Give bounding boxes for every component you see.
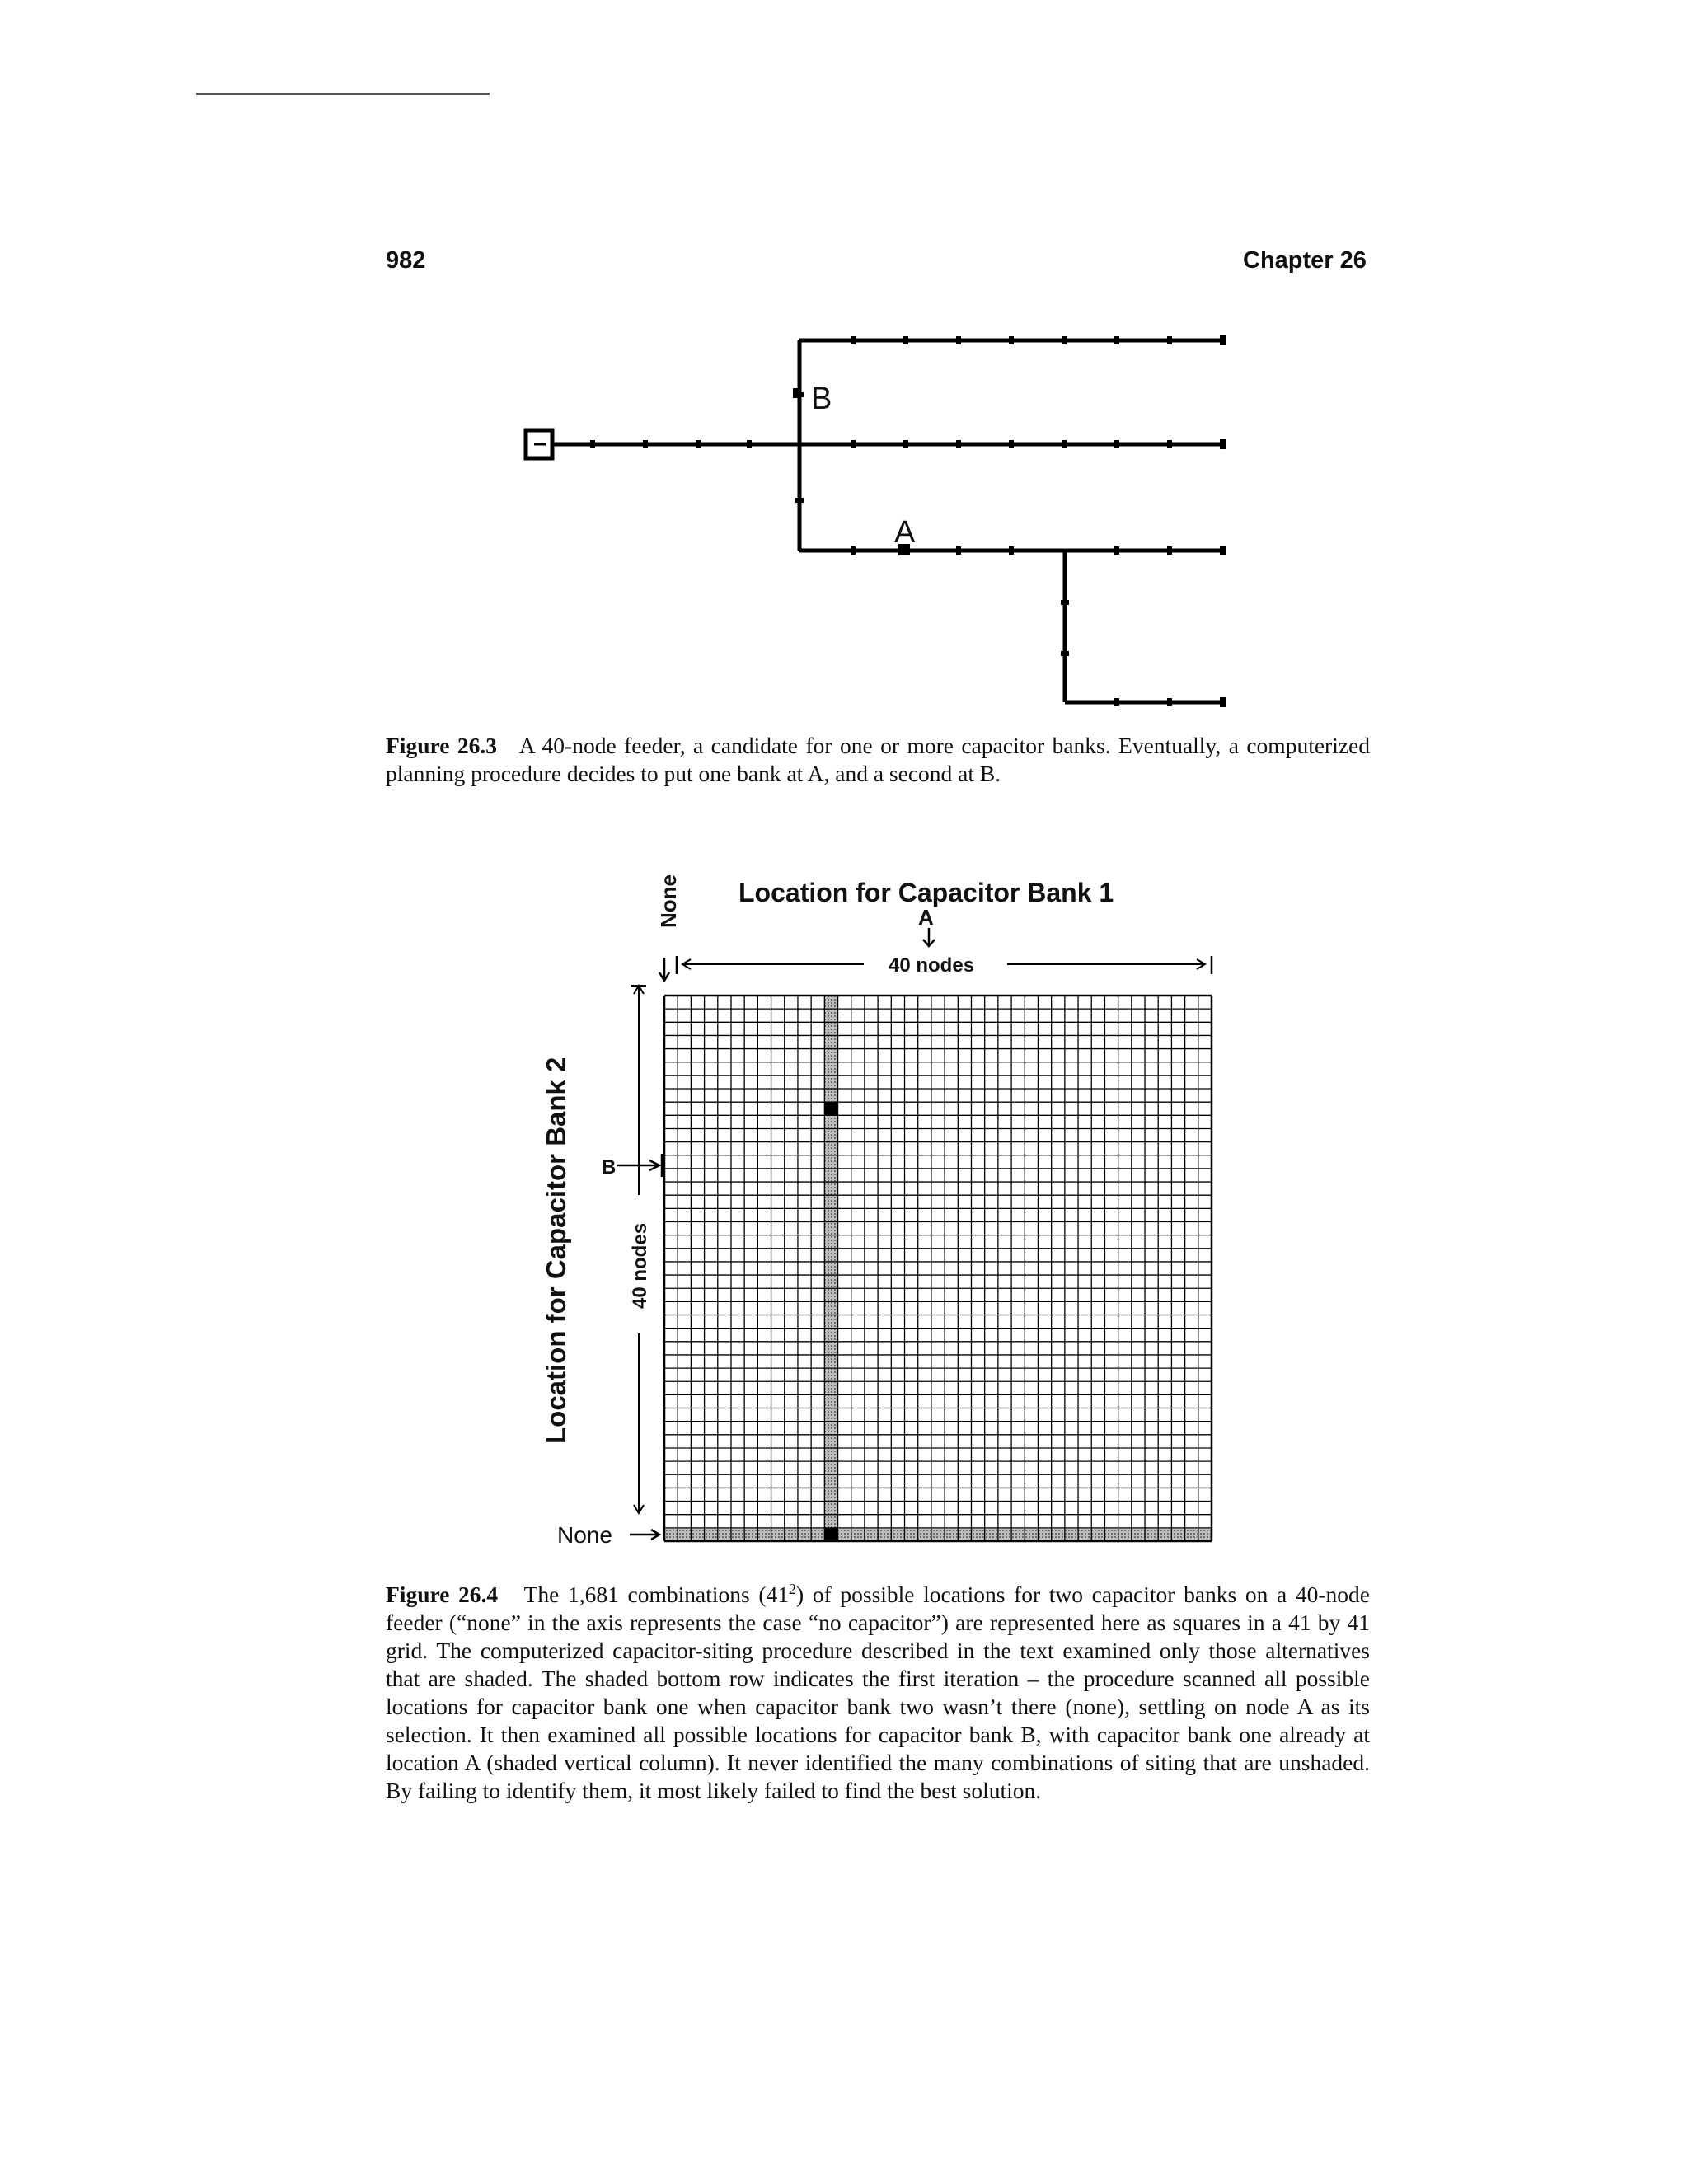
node-a-label: A	[894, 515, 916, 550]
caption-label: Figure 26.3	[386, 733, 497, 758]
shaded-column	[824, 996, 837, 1541]
x-axis-title: Location for Capacitor Bank 1	[738, 878, 1114, 907]
combination-grid	[664, 996, 1212, 1541]
left-span-arrow-top	[634, 986, 644, 1195]
node-b-label: B	[811, 382, 832, 416]
top-span-label: 40 nodes	[889, 954, 975, 977]
top-span-arrow-right	[1007, 959, 1205, 969]
figure-26-4-caption	[386, 1581, 1370, 1805]
b-marker-label: B	[602, 1156, 617, 1179]
left-span-arrow-bottom	[634, 1333, 644, 1513]
left-span-label: 40 nodes	[629, 1222, 651, 1309]
caption-text: A 40-node feeder, a candidate for one or more capacitor banks. Eventually, a computerized planning procedure decides to put one bank at A, and a second at B.	[386, 733, 1371, 786]
y-axis-title: Location for Capacitor Bank 2	[541, 1057, 571, 1444]
caption-pre: The 1,681 combinations (41	[523, 1582, 790, 1607]
top-none-arrow	[659, 958, 669, 981]
caption-post: ) of possible locations for two capacitor banks on a 40-node feeder (“none” in the axis represents the case “no capacitor”) are represented here as squares in a 41 by 41 grid. The computerized capacitor-siting procedure described in the text examined only those alternatives that are shaded. The shaded bottom row indicates the first iteration – the procedure scanned all possible locations for capacitor bank one when capacitor bank two wasn’t there (none), settling on node A as its selection. It then examined all possible locations for capacitor bank B, with capacitor bank one already at location A (shaded vertical column). It never identified the many combinations of siting that are unshaded. By failing to identify them, it most likely failed to find the best solution.	[386, 1582, 1370, 1803]
top-span-arrow-left	[682, 959, 864, 969]
a-down-arrow	[923, 928, 935, 946]
selected-cell-a	[824, 1528, 837, 1541]
a-marker-label: A	[918, 905, 934, 930]
caption-superscript: 2	[789, 1580, 797, 1597]
caption-label: Figure 26.4	[386, 1582, 499, 1607]
top-none-label: None	[656, 874, 681, 928]
bottom-none-label: None	[557, 1522, 612, 1548]
page-number: 982	[386, 247, 426, 274]
shaded-bottom-row	[664, 1528, 1212, 1541]
chapter-title: Chapter 26	[1243, 247, 1367, 274]
selected-cell-b	[824, 1102, 837, 1115]
bottom-none-arrow	[630, 1530, 659, 1540]
